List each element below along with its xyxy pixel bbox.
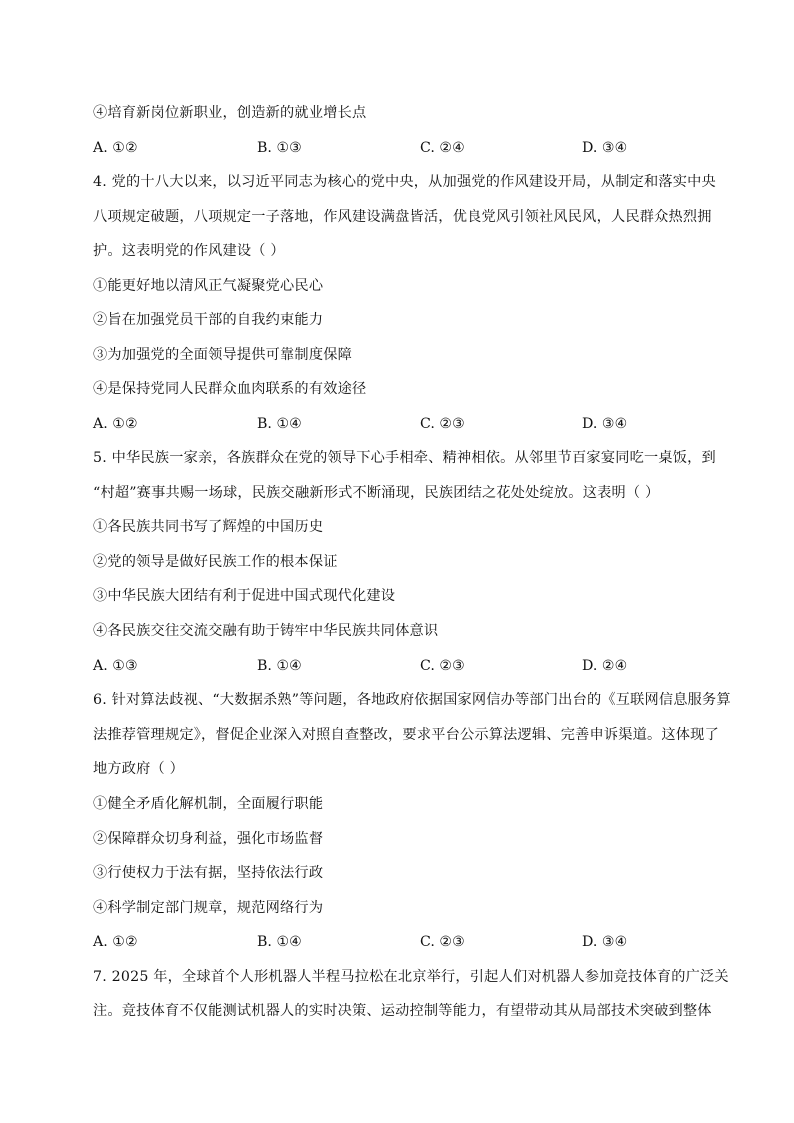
q7-stem-line-1: 7. 2025 年，全球首个人形机器人半程马拉松在北京举行，引起人们对机器人参加竞技体育的广泛关 [93, 969, 729, 985]
q3-options [93, 138, 705, 158]
q4-item-1: ①能更好地以清风正气凝聚党心民心 [93, 278, 324, 294]
q3-option-d[interactable]: D. ③④ [582, 140, 628, 156]
q6-option-a[interactable]: A. ①② [93, 934, 138, 950]
q5-stem-line-1: 5. 中华民族一家亲，各族群众在党的领导下心手相牵、精神相依。从邻里节百家宴同吃一桌饭，到 [93, 450, 716, 466]
q4-stem-line-2: 八项规定破题，八项规定一子落地，作风建设满盘皆活，优良党风引领社风民风，人民群众热烈拥 [93, 209, 712, 225]
q5-item-4: ④各民族交往交流交融有助于铸牢中华民族共同体意识 [93, 623, 439, 639]
q4-option-c[interactable]: C. ②③ [420, 416, 465, 432]
q5-option-a[interactable]: A. ①③ [93, 658, 138, 674]
q6-option-b[interactable]: B. ①④ [257, 934, 302, 950]
q4-option-b[interactable]: B. ①④ [257, 416, 302, 432]
q5-option-d[interactable]: D. ②④ [582, 658, 628, 674]
q6-stem-line-3: 地方政府（ ） [93, 761, 185, 777]
q6-stem-line-1: 6. 针对算法歧视、“大数据杀熟”等问题，各地政府依据国家网信办等部门出台的《互联网信息服务算 [93, 692, 731, 708]
q5-options [93, 656, 705, 676]
q5-item-2: ②党的领导是做好民族工作的根本保证 [93, 554, 338, 570]
q5-option-c[interactable]: C. ②③ [420, 658, 465, 674]
q5-option-b[interactable]: B. ①④ [257, 658, 302, 674]
q6-item-1: ①健全矛盾化解机制，全面履行职能 [93, 796, 324, 812]
q5-item-3: ③中华民族大团结有利于促进中国式现代化建设 [93, 588, 396, 604]
q6-item-4: ④科学制定部门规章，规范网络行为 [93, 900, 324, 916]
q3-option-c[interactable]: C. ②④ [420, 140, 465, 156]
q3-option-a[interactable]: A. ①② [93, 140, 138, 156]
q4-options [93, 414, 705, 434]
q5-stem-line-2: “村超”赛事共赐一场球，民族交融新形式不断涌现，民族团结之花处处绽放。这表明（ ） [93, 485, 660, 501]
q7-stem-line-2: 注。竞技体育不仅能测试机器人的实时决策、运动控制等能力，有望带动其从局部技术突破到整体 [93, 1003, 712, 1019]
q6-option-c[interactable]: C. ②③ [420, 934, 465, 950]
q3-item-4: ④培育新岗位新职业，创造新的就业增长点 [93, 105, 367, 121]
q4-item-3: ③为加强党的全面领导提供可靠制度保障 [93, 347, 352, 363]
q4-item-4: ④是保持党同人民群众血肉联系的有效途径 [93, 381, 367, 397]
q5-item-1: ①各民族共同书写了辉煌的中国历史 [93, 519, 324, 535]
q6-item-3: ③行使权力于法有据，坚持依法行政 [93, 865, 324, 881]
q4-option-d[interactable]: D. ③④ [582, 416, 628, 432]
q4-option-a[interactable]: A. ①② [93, 416, 138, 432]
q6-stem-line-2: 法推荐管理规定》，督促企业深入对照自查整改，要求平台公示算法逻辑、完善申诉渠道。这体现了 [93, 727, 719, 743]
q4-stem-line-3: 护。这表明党的作风建设（ ） [93, 243, 285, 259]
q3-option-b[interactable]: B. ①③ [257, 140, 302, 156]
q6-options [93, 932, 705, 952]
q6-option-d[interactable]: D. ③④ [582, 934, 628, 950]
q4-item-2: ②旨在加强党员干部的自我约束能力 [93, 312, 324, 328]
q4-stem-line-1: 4. 党的十八大以来，以习近平同志为核心的党中央，从加强党的作风建设开局，从制定和落实中央 [93, 174, 716, 190]
q6-item-2: ②保障群众切身利益，强化市场监督 [93, 831, 324, 847]
